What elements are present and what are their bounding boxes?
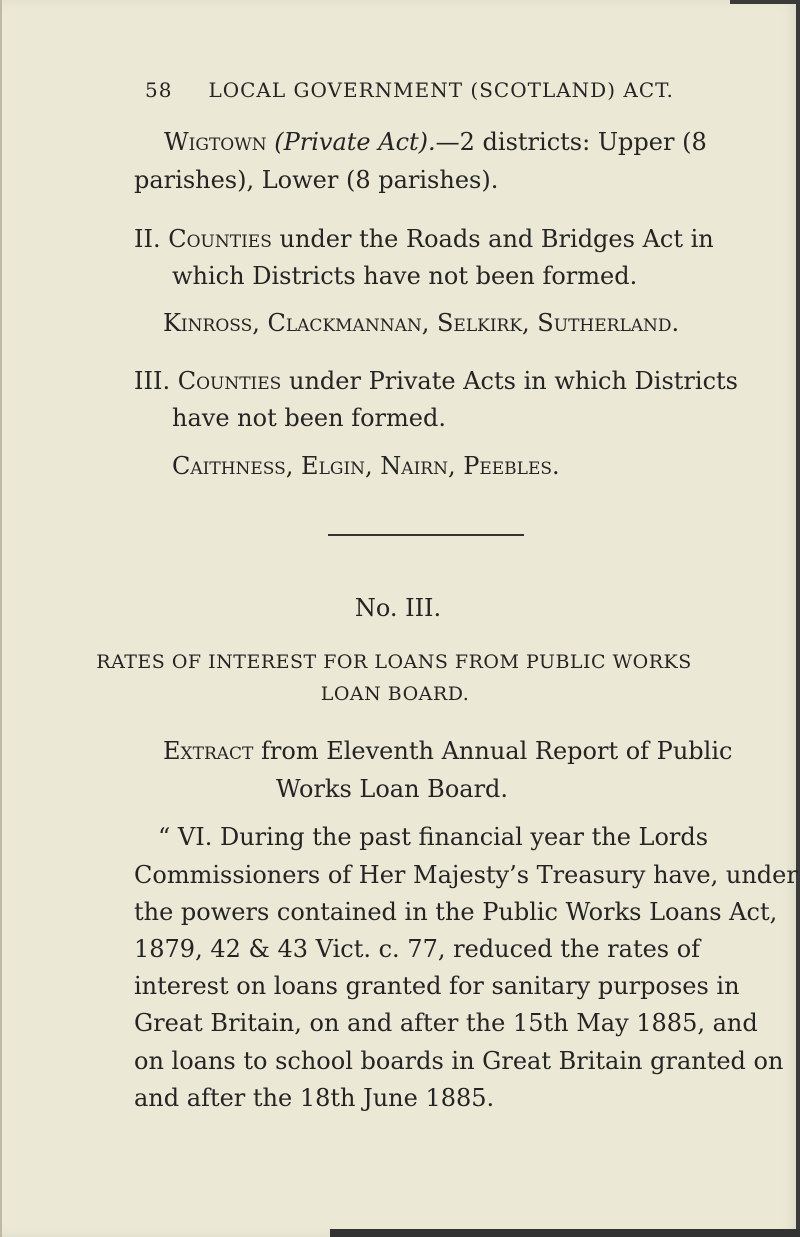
section-ii-counties: Kinross, Clackmannan, Selkirk, Sutherland. [163, 309, 680, 337]
body-line-7: on loans to school boards in Great Britain granted on [134, 1047, 784, 1075]
extract-line-1 [163, 737, 732, 765]
body-line-1: “ VI. During the past financial year the Lords [158, 823, 709, 851]
body-line-4: 1879, 42 & 43 Vict. c. 77, reduced the rates of [134, 935, 701, 963]
body-line-8: and after the 18th June 1885. [134, 1084, 495, 1112]
wigtown-line-2: parishes), Lower (8 parishes). [134, 166, 499, 194]
extract-line-2: Works Loan Board. [275, 775, 509, 803]
appendix-title-line-1: RATES OF INTEREST FOR LOANS FROM PUBLIC WORKS [96, 651, 692, 673]
section-iii-line-1 [134, 367, 738, 395]
running-title: LOCAL GOVERNMENT (SCOTLAND) ACT. [208, 78, 674, 102]
body-line-3: the powers contained in the Public Works Loans Act, [134, 898, 778, 926]
section-iii-heading: Counties [177, 367, 282, 395]
section-ii-heading: Counties [168, 225, 272, 253]
wigtown-line-1 [164, 128, 707, 156]
section-ii-line-1 [134, 225, 714, 253]
appendix-number: No. III. [354, 594, 442, 622]
wigtown-note: (Private Act). [274, 128, 436, 156]
running-header [145, 78, 674, 102]
page-bottom-edge [330, 1229, 800, 1237]
section-divider-rule [328, 534, 524, 536]
section-iii-line-2: have not been formed. [172, 404, 446, 432]
appendix-title-line-2: LOAN BOARD. [320, 683, 470, 705]
section-iii-numeral: III. [134, 367, 171, 395]
section-ii-numeral: II. [134, 225, 161, 253]
section-iii-text-1: under Private Acts in which Districts [288, 367, 738, 395]
body-line-2: Commissioners of Her Majesty’s Treasury have, under [134, 861, 798, 889]
page-number: 58 [145, 78, 173, 102]
body-line-5: interest on loans granted for sanitary purposes in [134, 972, 740, 1000]
section-ii-text-1: under the Roads and Bridges Act in [279, 225, 714, 253]
wigtown-text-1: —2 districts: Upper (8 [435, 128, 707, 156]
section-iii-counties: Caithness, Elgin, Nairn, Peebles. [172, 452, 560, 480]
wigtown-name: Wigtown [164, 128, 267, 156]
page-top-edge [730, 0, 800, 4]
section-ii-line-2: which Districts have not been formed. [172, 262, 638, 290]
extract-text-1: from Eleventh Annual Report of Public [261, 737, 733, 765]
body-line-6: Great Britain, on and after the 15th May 1885, and [134, 1009, 758, 1037]
extract-word: Extract [163, 737, 254, 765]
